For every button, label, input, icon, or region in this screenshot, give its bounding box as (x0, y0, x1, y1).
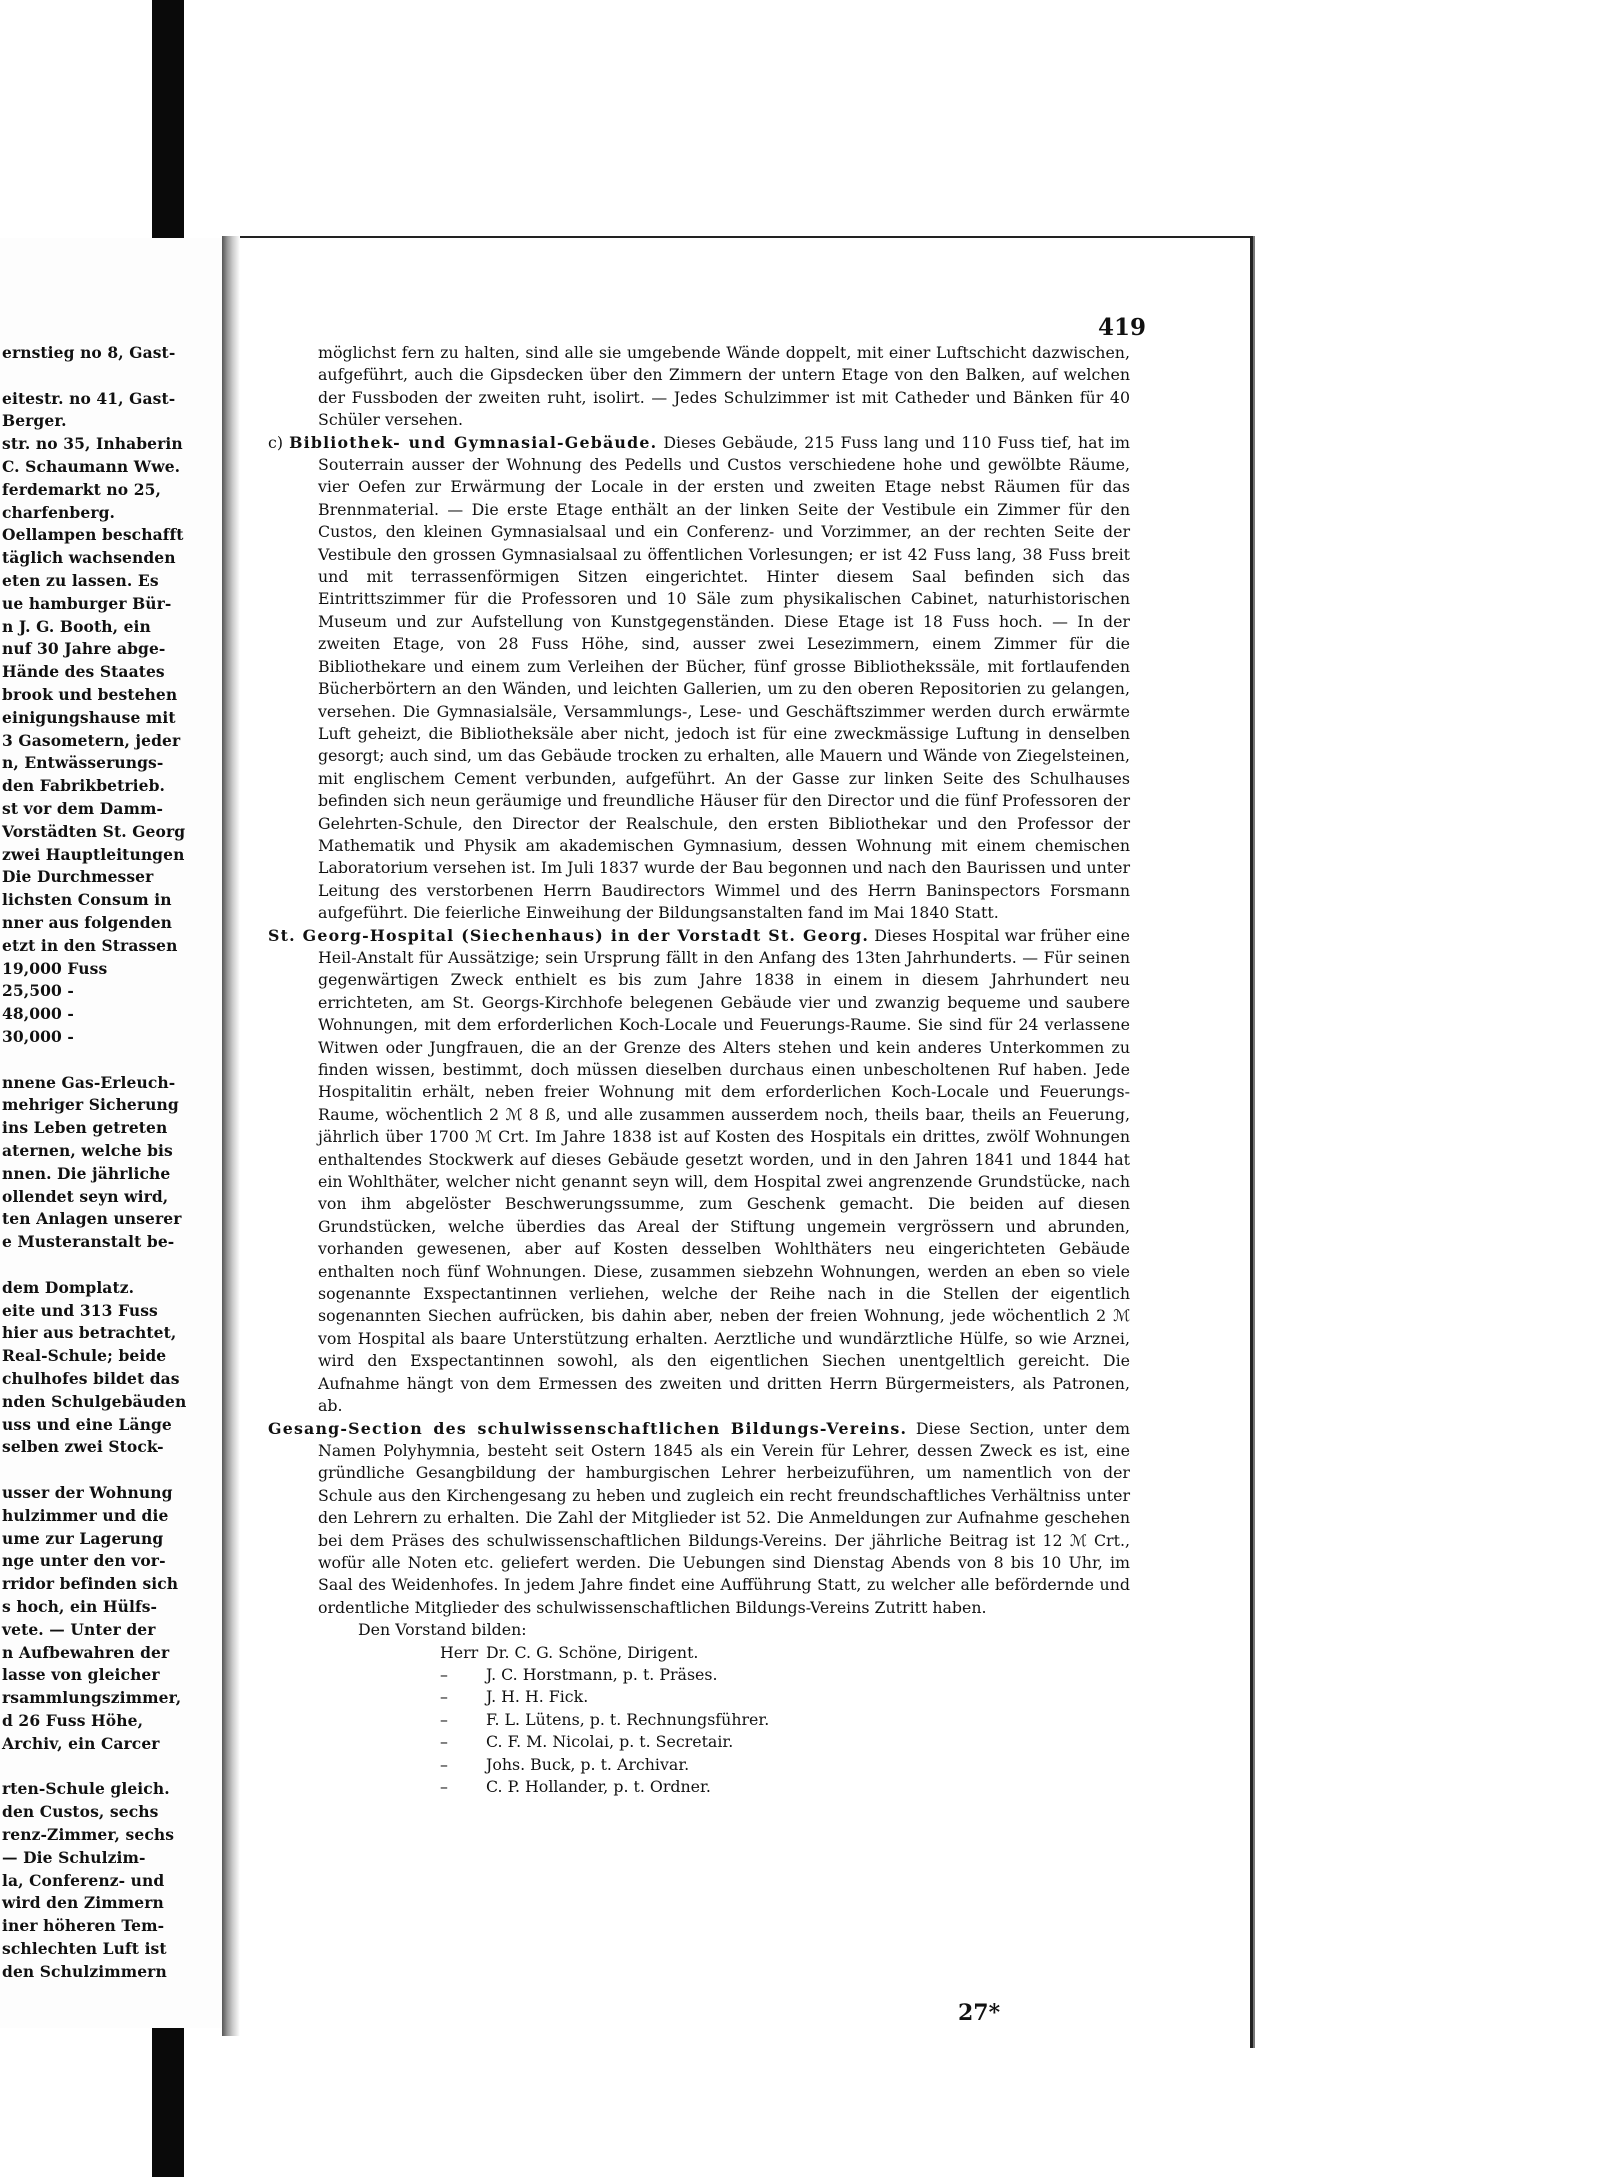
member-dash: – (440, 1754, 448, 1774)
member-prefix: Herr (440, 1642, 479, 1662)
left-page-line: einigungshause mit (2, 707, 176, 727)
left-page-line: eite und 313 Fuss (2, 1300, 158, 1320)
left-page-line: täglich wachsenden (2, 548, 176, 568)
book-gutter (222, 236, 240, 2036)
left-page-line: eten zu lassen. Es (2, 571, 159, 590)
member-dash: – (440, 1732, 448, 1752)
left-page-line: s hoch, ein Hülfs- (2, 1597, 158, 1616)
member-name: J. H. H. Fick. (486, 1687, 589, 1707)
board-member (268, 1754, 1130, 1776)
signature-mark: 27* (958, 2000, 1001, 2026)
left-page-line: ollendet seyn wird, (2, 1186, 169, 1206)
left-page-line: etzt in den Strassen (2, 935, 178, 955)
left-page-line: nge unter den vor- (2, 1551, 166, 1571)
left-page-line: renz-Zimmer, sechs (2, 1825, 175, 1844)
left-page-line: brook und bestehen (2, 685, 178, 704)
left-page-line: Berger. (2, 411, 67, 431)
left-page-line: n J. G. Booth, ein (2, 616, 151, 636)
left-page-line: — Die Schulzim- (2, 1847, 146, 1867)
left-page-fragment (0, 238, 224, 2028)
left-page-line: uss und eine Länge (2, 1414, 172, 1434)
left-page-line: ernstieg no 8, Gast- (2, 343, 176, 362)
left-page-line: 19,000 Fuss (2, 958, 108, 978)
member-dash: – (440, 1664, 448, 1684)
left-page-line: n, Entwässerungs- (2, 753, 164, 773)
left-page-line: rsammlungszimmer, (2, 1688, 182, 1708)
left-page-line: n Aufbewahren der (2, 1642, 170, 1662)
left-page-line: den Custos, sechs (2, 1802, 159, 1822)
left-page-line: C. Schaumann Wwe. (2, 457, 181, 476)
left-page-line: 25,500 - (2, 981, 74, 1001)
left-page-line: den Schulzimmern (2, 1961, 167, 1981)
board-intro: Den Vorstand bilden: (358, 1620, 527, 1640)
left-page-line: ume zur Lagerung (2, 1528, 164, 1548)
paragraph-text: Dieses Gebäude, 215 Fuss lang und 110 Fuss tief, hat im Souterrain ausser der Wohnung des Pedells und Custos verschiedene hohe und gewölbte Räume, vier Oefen zur Erwärmung der Locale in der ersten und zweiten Etage nebst Räumen für das Brennmaterial. — Die erste Etage enthält an der linken Seite der Vestibule ein Zimmer für den Custos, den kleinen Gymnasialsaal und ein Conferenz- und Vorzimmer, an der rechten Seite der Vestibule den grossen Gymnasialsaal zu öffentlichen Vorlesungen; er ist 42 Fuss lang, 38 Fuss breit und mit terrassenförmigen Sitzen eingerichtet. Hinter diesem Saal befinden sich das Eintrittszimmer für die Professoren und 10 Säle zum physikalischen Cabinet, naturhistorischen Museum und zur Aufstellung von Kunstgegenständen. Diese Etage ist 18 Fuss hoch. — In der zweiten Etage, von 28 Fuss Höhe, sind, ausser zwei Lesezimmern, einem Zimmer für die Bibliothekare und einem zum Verleihen der Bücher, fünf grosse Bibliothekssäle, mit fortlaufenden Bücherbörtern an den Wänden, und leichten Gallerien, um zu den oberen Repositorien zu gelangen, versehen. Die Gymnasialsäle, Versammlungs-, Lese- und Geschäftszimmer werden durch erwärmte Luft geheizt, die Bibliotheksäle aber nicht, jedoch ist für eine zweckmässige Luftung in denselben gesorgt; auch sind, um das Gebäude trocken zu erhalten, alle Mauern und Wände von Ziegelsteinen, mit englischem Cement verbunden, aufgeführt. An der Gasse zur linken Seite des Schulhauses befinden sich neun geräumige und freundliche Häuser für den Director und die fünf Professoren der Gelehrten-Schule, den Director der Realschule, den ersten Bibliothekar und den Professor der Mathematik und Physik am akademischen Gymnasium, dessen Wohnung mit einem chemischen Laboratorium versehen ist. Im Juli 1837 wurde der Bau begonnen und nach den Baurissen und unter Leitung des verstorbenen Herrn Baudirectors Wimmel und des Herrn Baninspectors Forsmann aufgeführt. Die feierliche Einweihung der Bildungsanstalten fand im Mai 1840 Statt. (318, 432, 1130, 923)
left-page-line: 48,000 - (2, 1004, 74, 1024)
paragraph-text: möglichst fern zu halten, sind alle sie umgebende Wände doppelt, mit einer Luftschicht dazwischen, aufgeführt, auch die Gipsdecken über den Zimmern der untern Etage von den Balken, auf welchen der Fussboden der zweiten ruht, isolirt. — Jedes Schulzimmer ist mit Catheder und Bänken für 40 Schüler versehen. (318, 343, 1130, 430)
paragraph-heading: St. Georg-Hospital (Siechenhaus) in der Vorstadt St. Georg. (268, 925, 870, 945)
left-page-line: charfenberg. (2, 502, 116, 522)
board-member-list (268, 1642, 1130, 1799)
paragraph-continuation (268, 342, 1130, 432)
left-page-line: dem Domplatz. (2, 1277, 135, 1297)
left-page-line: rridor befinden sich (2, 1574, 179, 1594)
member-dash: – (440, 1777, 448, 1796)
left-page-line: den Fabrikbetrieb. (2, 776, 166, 796)
left-page-line: la, Conferenz- und (2, 1870, 165, 1890)
board-member (268, 1664, 1130, 1686)
left-page-line: iner höheren Tem- (2, 1916, 165, 1936)
left-page-line: Real-Schule; beide (2, 1346, 167, 1366)
member-name: Dr. C. G. Schöne, Dirigent. (486, 1642, 699, 1662)
left-page-line: e Musteranstalt be- (2, 1232, 175, 1252)
paragraph-singing-section (268, 1418, 1130, 1620)
left-page-line: eitestr. no 41, Gast- (2, 388, 176, 408)
paragraph-heading: Gesang-Section des schulwissenschaftlichen Bildungs-Vereins. (268, 1418, 908, 1438)
left-page-line: Archiv, ein Carcer (2, 1733, 160, 1753)
left-page-line: Oellampen beschafft (2, 525, 184, 545)
left-page-line: st vor dem Damm- (2, 799, 164, 818)
page-number: 419 (1098, 314, 1147, 341)
paragraph-marker: c) (268, 432, 290, 452)
board-member (268, 1686, 1130, 1708)
left-page-line: nnen. Die jährliche (2, 1163, 171, 1183)
left-page-line: hier aus betrachtet, (2, 1323, 177, 1343)
left-page-line: Vorstädten St. Georg (2, 821, 186, 841)
left-page-line: vete. — Unter der (2, 1619, 156, 1639)
left-page-line: lasse von gleicher (2, 1665, 160, 1685)
member-name: F. L. Lütens, p. t. Rechnungsführer. (486, 1709, 770, 1729)
left-page-line: chulhofes bildet das (2, 1369, 180, 1388)
left-page-line: selben zwei Stock- (2, 1437, 164, 1457)
left-page-line: 3 Gasometern, jeder (2, 730, 181, 750)
paragraph-hospital (268, 925, 1130, 1418)
left-page-line: ten Anlagen unserer (2, 1209, 182, 1229)
left-page-line: nnene Gas-Erleuch- (2, 1072, 176, 1092)
left-page-line: zwei Hauptleitungen (2, 844, 185, 864)
left-page-line: ins Leben getreten (2, 1118, 168, 1138)
board-member (268, 1731, 1130, 1753)
left-page-line: wird den Zimmern (2, 1893, 164, 1913)
paragraph-heading: Bibliothek- und Gymnasial-Gebäude. (289, 432, 658, 452)
board-member (268, 1642, 1130, 1664)
member-name: C. P. Hollander, p. t. Ordner. (486, 1777, 711, 1796)
member-name: Johs. Buck, p. t. Archivar. (486, 1754, 690, 1774)
board-member (268, 1709, 1130, 1731)
left-page-line: 30,000 - (2, 1027, 74, 1046)
left-page-line: nuf 30 Jahre abge- (2, 639, 166, 659)
member-dash: – (440, 1687, 448, 1707)
paragraph-library (268, 432, 1130, 925)
paragraph-text: Dieses Hospital war früher eine Heil-Anstalt für Aussätzige; sein Ursprung fällt in den Anfang des 13ten Jahrhunderts. — Für seinen gegenwärtigen Zweck enthielt es bis zum Jahre 1838 in einem in diesem Jahrhundert neu errichteten, am St. Georgs-Kirchhofe belegenen Gebäude vier und zwanzig bequeme und saubere Wohnungen, mit dem erforderlichen Koch-Locale und Feuerungs-Raume. Sie sind für 24 verlassene Witwen oder Jungfrauen, die an der Grenze des Alters stehen und kein anderes Unterkommen zu finden wissen, bestimmt, doch müssen dieselben durchaus einen unbescholtenen Ruf haben. Jede Hospitalitin erhält, neben freier Wohnung mit dem erforderlichen Koch-Locale und Feuerungs-Raume, wöchentlich 2 ℳ 8 ß, und alle zusammen ausserdem noch, theils baar, theils an Feuerung, jährlich über 1700 ℳ Crt. Im Jahre 1838 ist auf Kosten des Hospitals ein drittes, zwölf Wohnungen enthaltendes Stockwerk auf dieses Gebäude gesetzt worden, und in den Jahren 1841 und 1844 hat ein Wohlthäter, welcher nicht genannt seyn will, dem Hospital zwei angrenzende Grundstücke, nach von ihm abgelöster Beschwerungssumme, zum Geschenk gemacht. Die beiden auf diesen Grundstücken, welche überdies das Areal der Stiftung ungemein vergrössern und abrunden, vorhanden gewesenen, aber auf Kosten desselben Wohlthäters neu eingerichteten Gebäude enthalten noch fünf Wohnungen. Diese, zusammen siebzehn Wohnungen, werden an eben so viele sogenannte Exspectantinnen verliehen, welche der Reihe nach in die Stellen der eigentlich sogenannten Siechen aufrücken, bis dahin aber, neben der freien Wohnung, jede wöchentlich 2 ℳ vom Hospital als baare Unterstützung erhalten. Aerztliche und wundärztliche Hülfe, so wie Arznei, wird den Exspectantinnen sowohl, als den eigentlichen Siechen unentgeltlich gereicht. Die Aufnahme hängt von dem Ermessen des zweiten und dritten Herrn Bürgermeisters, als Patronen, ab. (318, 925, 1130, 1416)
left-page-line: Die Durchmesser (2, 867, 154, 887)
left-page-line: usser der Wohnung (2, 1483, 173, 1502)
left-page-line: str. no 35, Inhaberin (2, 434, 183, 454)
left-page-line: nden Schulgebäuden (2, 1391, 187, 1411)
left-page-line: Hände des Staates (2, 662, 165, 682)
left-page-line: rten-Schule gleich. (2, 1779, 170, 1799)
board-member (268, 1776, 1130, 1798)
left-page-line: mehriger Sicherung (2, 1095, 179, 1115)
page-body (268, 342, 1130, 1798)
left-page-line: lichsten Consum in (2, 890, 172, 910)
paragraph-text: Diese Section, unter dem Namen Polyhymnia, besteht seit Ostern 1845 als ein Verein für Lehrer, dessen Zweck es ist, eine gründliche Gesangbildung der hamburgischen Lehrer herbeizuführen, um namentlich von der Schule aus den Kirchengesang zu heben und zugleich ein recht freundschaftliches Verhältniss unter den Lehrern zu erhalten. Die Zahl der Mitglieder ist 52. Die Anmeldungen zur Aufnahme geschehen bei dem Präses des schulwissenschaftlichen Bildungs-Vereins. Der jährliche Beitrag ist 12 ℳ Crt., wofür alle Noten etc. geliefert werden. Die Uebungen sind Dienstag Abends von 8 bis 10 Uhr, im Saal des Weidenhofes. In jedem Jahre findet eine Aufführung Statt, zu welcher alle befördernde und ordentliche Mitglieder des schulwissenschaftlichen Bildungs-Vereins Zutritt haben. (318, 1418, 1130, 1617)
left-page-line: nner aus folgenden (2, 913, 173, 932)
left-page-line: ue hamburger Bür- (2, 593, 172, 613)
left-page-line: hulzimmer und die (2, 1505, 169, 1525)
left-page-line: ferdemarkt no 25, (2, 479, 161, 499)
left-page-line: aternen, welche bis (2, 1141, 173, 1160)
member-name: J. C. Horstmann, p. t. Präses. (486, 1664, 718, 1684)
left-page-line: schlechten Luft ist (2, 1939, 167, 1958)
left-page-line: d 26 Fuss Höhe, (2, 1711, 144, 1730)
member-dash: – (440, 1709, 448, 1729)
member-name: C. F. M. Nicolai, p. t. Secretair. (486, 1732, 734, 1752)
